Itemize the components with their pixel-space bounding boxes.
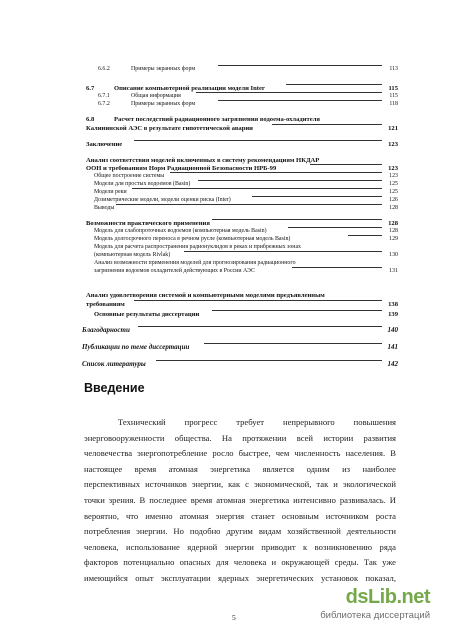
toc-title: Благодарности xyxy=(82,326,130,334)
toc-leader xyxy=(212,310,382,311)
toc-title: Общая информация xyxy=(131,93,181,99)
watermark-subtitle: библиотека диссертаций xyxy=(320,610,430,621)
paragraph-line: Технический прогресс требует непрерывного повышения xyxy=(118,417,396,427)
toc-title: Общее построение системы xyxy=(94,173,165,179)
toc-title: Дозиметрические модели, модели оценки риска (Inter) xyxy=(94,197,231,203)
watermark[interactable] xyxy=(306,586,430,628)
toc-title: Анализ соответствия моделей включенных в систему рекомендациям НКДАР xyxy=(86,157,320,164)
toc-page: 113 xyxy=(389,66,398,72)
toc-leader xyxy=(218,100,382,101)
toc-title: Основные результаты диссертации xyxy=(94,311,200,318)
toc-leader xyxy=(204,343,382,344)
toc-page: 128 xyxy=(389,205,398,211)
toc-leader xyxy=(272,124,382,125)
toc-title: Описание компьютерной реализации модели Inter xyxy=(114,85,265,92)
toc-page: 141 xyxy=(387,343,398,351)
toc-leader xyxy=(292,267,382,268)
toc-page: 125 xyxy=(389,181,398,187)
toc-leader xyxy=(252,196,382,197)
toc-page: 125 xyxy=(389,189,398,195)
toc-page: 142 xyxy=(387,360,398,368)
toc-number: 6.7.2 xyxy=(98,101,110,107)
toc-title: Примеры экранных форм xyxy=(131,101,196,107)
toc-leader xyxy=(170,172,382,173)
toc-number: 6.6.2 xyxy=(98,66,110,72)
paragraph-line: человека, использование ядерной энергии приводит к возникновению ряда xyxy=(84,541,396,552)
toc-leader xyxy=(218,65,382,66)
toc-title: Калининской АЭС в результате гипотетической аварии xyxy=(86,125,253,132)
toc-title: Модель для расчета распространения радионуклидов в реках и прибрежных зонах xyxy=(94,244,302,250)
toc-leader xyxy=(184,251,382,252)
toc-page: 115 xyxy=(388,85,398,92)
toc-page: 115 xyxy=(389,93,398,99)
paragraph-line: вероятно, что именно атомная энергия станет основным источником роста xyxy=(84,510,396,521)
paragraph-line: настоящее время атомная энергетика является одним из наиболее xyxy=(84,463,396,474)
toc-page: 123 xyxy=(388,165,398,172)
toc-title: Анализ возможности применения моделей для прогнозирования радиационного xyxy=(94,260,296,266)
toc-title: Модели реки xyxy=(94,189,127,195)
toc-leader xyxy=(288,227,382,228)
toc-leader xyxy=(310,164,382,165)
toc-leader xyxy=(132,188,382,189)
toc-title: требованиям xyxy=(86,301,125,308)
toc-leader xyxy=(196,92,382,93)
paragraph-line: точки зрения. В последнее время атомная энергетика интенсивно развивалась. И xyxy=(84,494,396,505)
toc-title: Модель для слабопроточных водоемов (компьютерная модель Basin) xyxy=(94,228,267,234)
toc-title: Модели для простых водоемов (Basin) xyxy=(94,181,191,187)
toc-title: Публикации по теме диссертации xyxy=(82,343,190,351)
toc-number: 6.8 xyxy=(86,116,95,123)
toc-leader xyxy=(212,219,382,220)
toc-title: Расчет последствий радиационного загрязнения водоема-охладителя xyxy=(114,116,320,123)
toc-page: 138 xyxy=(388,301,398,308)
body-paragraph xyxy=(84,415,396,587)
toc-page: 123 xyxy=(389,173,398,179)
toc-page: 123 xyxy=(388,141,398,148)
toc-number: 6.7.1 xyxy=(98,93,110,99)
toc-title: (компьютерная модель Rivlak) xyxy=(94,252,171,258)
toc-title: ООН и требованиям Норм Радиационной Безопасности НРБ-99 xyxy=(86,165,277,172)
toc-page: 139 xyxy=(388,311,398,318)
toc-page: 118 xyxy=(389,101,398,107)
toc-title: Модель долгосрочного переноса в речном русле (компьютерная модель Basin) xyxy=(94,236,291,242)
paragraph-line: энерговооруженности общества. На протяжении всей истории развития xyxy=(84,432,396,443)
toc-page: 140 xyxy=(387,326,398,334)
toc-page: 126 xyxy=(389,197,398,203)
toc-page: 130 xyxy=(389,252,398,258)
toc-title: Список литературы xyxy=(82,360,146,368)
toc-page: 131 xyxy=(389,268,398,274)
toc-leader xyxy=(116,204,382,205)
toc-title: Анализ удовлетворения системой и компьютерными моделями предъявленным xyxy=(86,292,325,299)
toc-title: Возможности практического применения xyxy=(86,220,210,227)
toc-title: Примеры экранных форм xyxy=(131,66,196,72)
paragraph-line: имеющийся опыт эксплуатации ядерных энергетических установок показал, xyxy=(84,572,396,583)
toc-leader xyxy=(348,235,382,236)
toc-title: Выводы xyxy=(94,205,115,211)
page-number: 5 xyxy=(232,613,236,622)
watermark-logo: dsLib.net xyxy=(345,586,430,608)
toc-leader xyxy=(198,180,382,181)
toc-leader xyxy=(138,326,382,327)
paragraph-line: потребления энергии. Но подобно другим видам хозяйственной деятельности xyxy=(84,526,396,537)
paragraph-line: факторов потенциально опасных для человека и окружающей среды. Так уже xyxy=(84,557,396,568)
toc-page: 128 xyxy=(389,228,398,234)
toc-leader xyxy=(134,140,382,141)
toc-leader xyxy=(156,360,382,361)
toc-title: Заключение xyxy=(86,141,123,148)
toc-title: загрязнения водоемов охладителей действующих в России АЭС xyxy=(94,268,255,274)
toc-page: 128 xyxy=(388,220,398,227)
toc-page: 129 xyxy=(389,236,398,242)
toc-page: 121 xyxy=(388,125,398,132)
toc-leader xyxy=(286,84,382,85)
section-heading: Введение xyxy=(84,381,145,395)
toc-leader xyxy=(134,300,382,301)
paragraph-line: перспективных источников энергии, как с экономической, так и экологической xyxy=(84,479,396,490)
toc-number: 6.7 xyxy=(86,85,95,92)
paragraph-line: человечества энергопотребление росло быстрее, чем численность населения. В xyxy=(84,448,396,459)
